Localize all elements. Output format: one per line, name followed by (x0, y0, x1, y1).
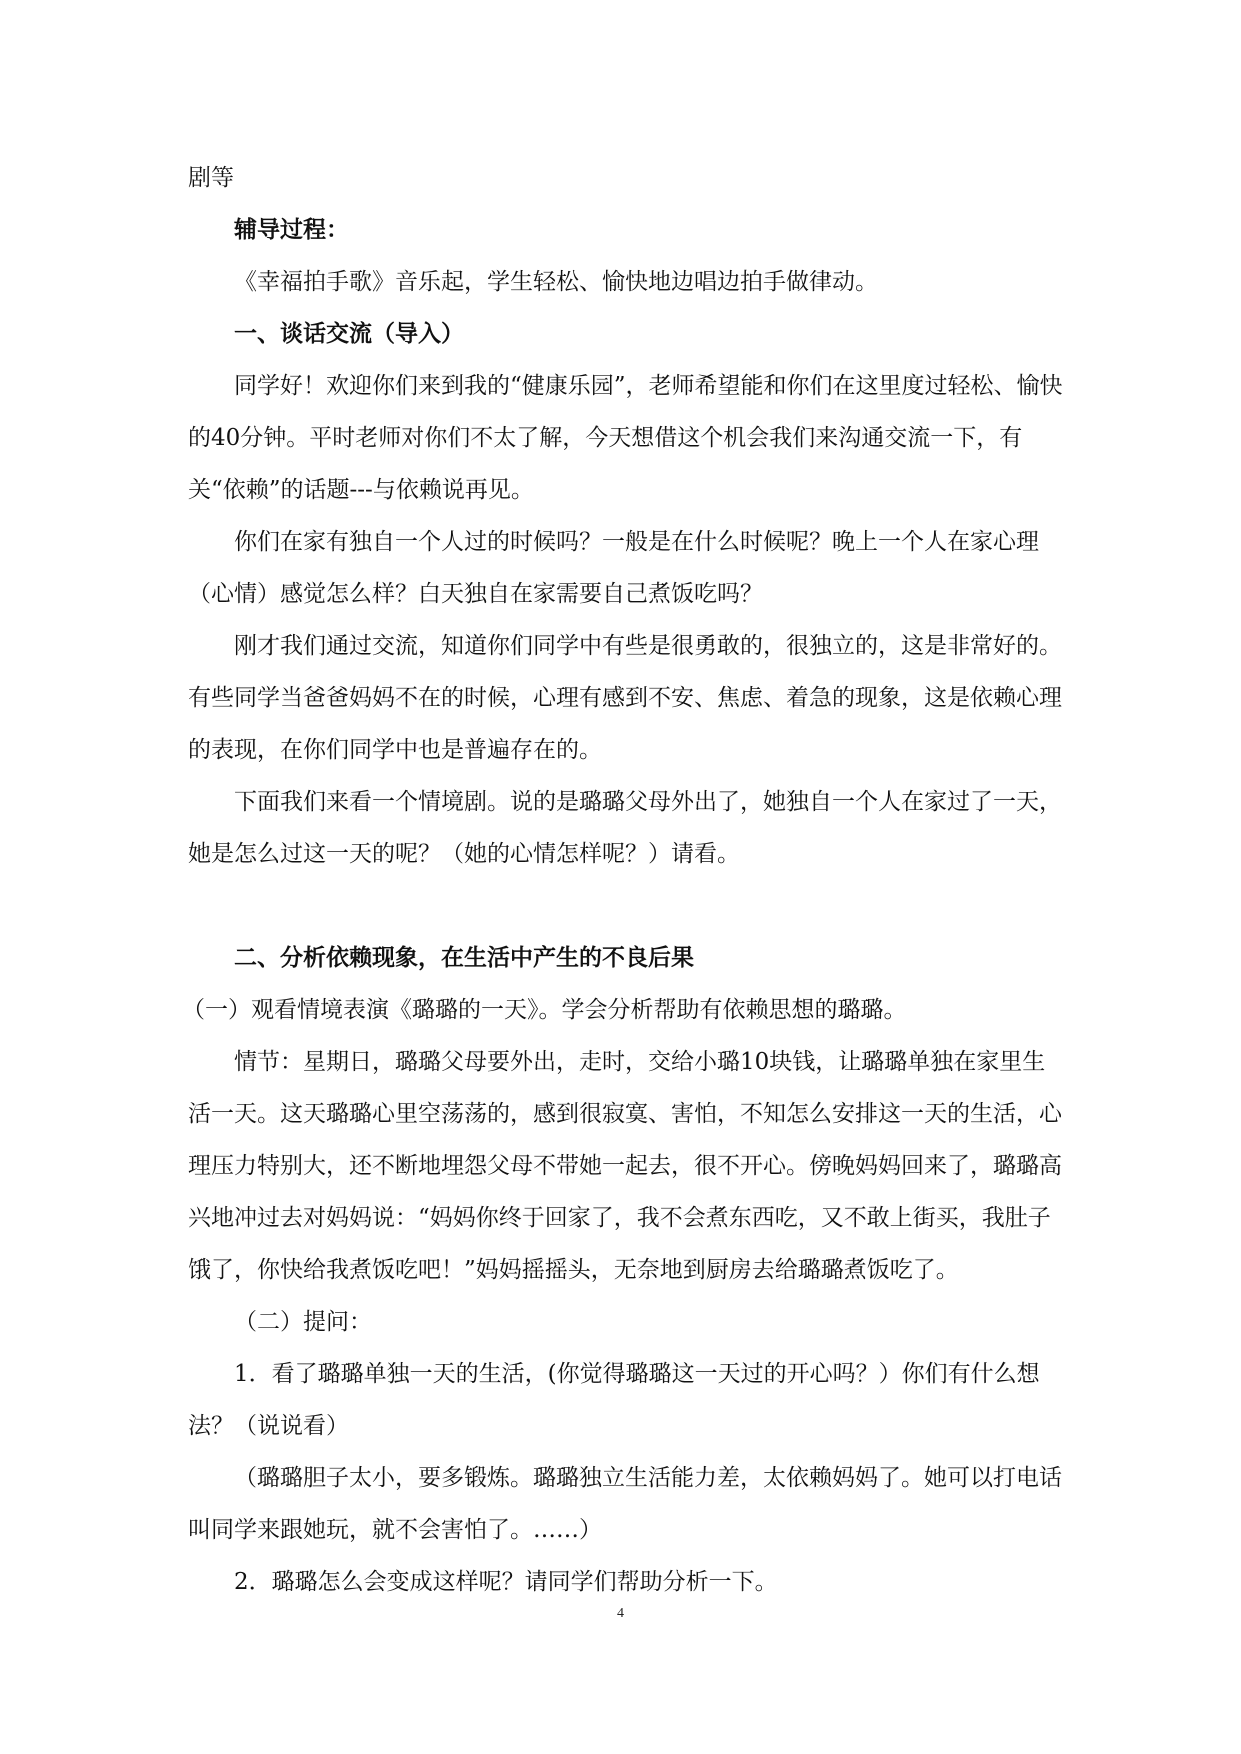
question-1: 1．看了璐璐单独一天的生活，(你觉得璐璐这一天过的开心吗？）你们有什么想法？（说说看） (188, 1361, 1040, 1439)
paragraph-8: 下面我们来看一个情境剧。说的是璐璐父母外出了，她独自一个人在家过了一天，她是怎么过这一天的呢？（她的心情怎样呢？）请看。 (188, 789, 1062, 867)
question-2: 2．璐璐怎么会变成这样呢？请同学们帮助分析一下。 (234, 1569, 778, 1595)
paragraph-7: 刚才我们通过交流，知道你们同学中有些是很勇敢的，很独立的，这是非常好的。有些同学当爸爸妈妈不在的时候，心理有感到不安、焦虑、着急的现象，这是依赖心理的表现，在你们同学中也是普遍存在的。 (188, 633, 1062, 763)
answer-1: （璐璐胆子太小，要多锻炼。璐璐独立生活能力差，太依赖妈妈了。她可以打电话叫同学来跟她玩，就不会害怕了。……） (188, 1465, 1062, 1543)
paragraph-11: 情节：星期日，璐璐父母要外出，走时，交给小璐10块钱，让璐璐单独在家里生活一天。这天璐璐心里空荡荡的，感到很寂寞、害怕，不知怎么安排这一天的生活，心理压力特别大，还不断地埋怨父母不带她一起去，很不开心。傍晚妈妈回来了，璐璐高兴地冲过去对妈妈说：“妈妈你终于回家了，我不会煮东西吃，又不敢上街买，我肚子饿了，你快给我煮饭吃吧！”妈妈摇摇头，无奈地到厨房去给璐璐煮饭吃了。 (188, 1049, 1062, 1283)
subsection-1: （一）观看情境表演《璐璐的一天》。学会分析帮助有依赖思想的璐璐。 (182, 997, 907, 1023)
paragraph-6: 你们在家有独自一个人过的时候吗？一般是在什么时候呢？晚上一个人在家心理（心情）感觉怎么样？白天独自在家需要自己煮饭吃吗？ (188, 529, 1039, 607)
section-heading-1: 一、谈话交流（导入） (234, 320, 464, 347)
page-number: 4 (617, 1606, 624, 1621)
section-heading-process: 辅导过程： (234, 216, 349, 243)
section-heading-2: 二、分析依赖现象，在生活中产生的不良后果 (234, 944, 694, 971)
subsection-2: （二）提问： (234, 1309, 372, 1335)
paragraph-1: 剧等 (188, 165, 234, 191)
paragraph-5: 同学好！欢迎你们来到我的“健康乐园”，老师希望能和你们在这里度过轻松、愉快的40分钟。平时老师对你们不太了解，今天想借这个机会我们来沟通交流一下，有关“依赖”的话题---与依赖说再见。 (188, 373, 1063, 503)
document-body (182, 152, 1068, 1608)
paragraph-3: 《幸福拍手歌》音乐起，学生轻松、愉快地边唱边拍手做律动。 (234, 269, 878, 295)
